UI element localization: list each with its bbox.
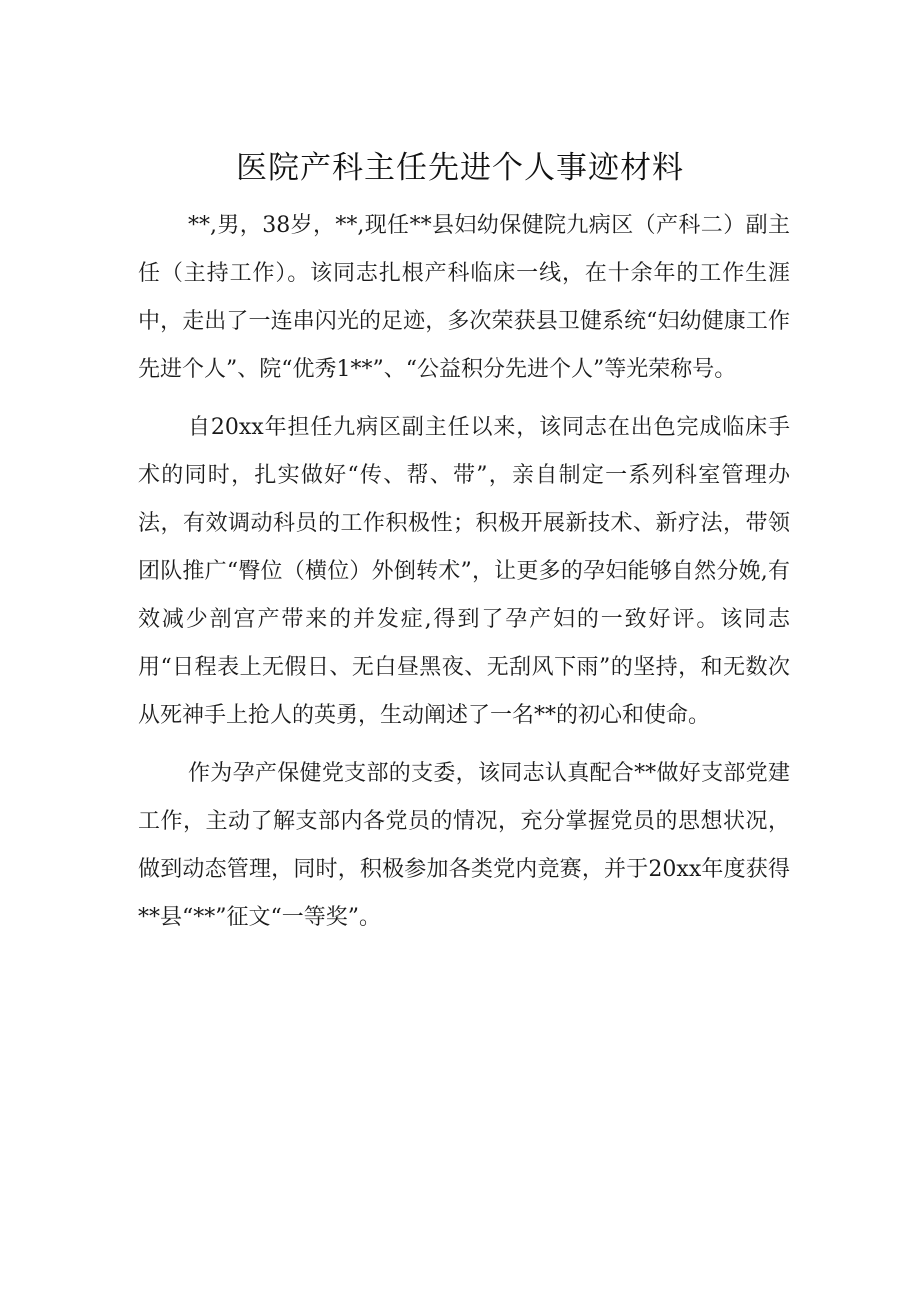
paragraph-3: 作为孕产保健党支部的支委，该同志认真配合**做好支部党建工作，主动了解支部内各党员的情况，充分掌握党员的思想状况，做到动态管理，同时，积极参加各类党内竞赛，并于20xx年度获得**县“**”征文“一等奖”。: [138, 761, 790, 930]
document-body: [138, 202, 790, 942]
paragraph-1: **,男，38岁，**,现任**县妇幼保健院九病区（产科二）副主任（主持工作）。该同志扎根产科临床一线，在十余年的工作生涯中，走出了一连串闪光的足迹，多次荣获县卫健系统“妇幼健康工作先进个人”、院“优秀1**”、“公益积分先进个人”等光荣称号。: [138, 213, 790, 382]
document-title: 医院产科主任先进个人事迹材料: [236, 150, 684, 186]
paragraph-2: 自20xx年担任九病区副主任以来，该同志在出色完成临床手术的同时，扎实做好“传、帮、带”，亲自制定一系列科室管理办法，有效调动科员的工作积极性；积极开展新技术、新疗法，带领团队推广“臀位（横位）外倒转术”，让更多的孕妇能够自然分娩,有效减少剖宫产带来的并发症,得到了孕产妇的一致好评。该同志用“日程表上无假日、无白昼黑夜、无刮风下雨”的坚持，和无数次从死神手上抢人的英勇，生动阐述了一名**的初心和使命。: [138, 415, 790, 728]
